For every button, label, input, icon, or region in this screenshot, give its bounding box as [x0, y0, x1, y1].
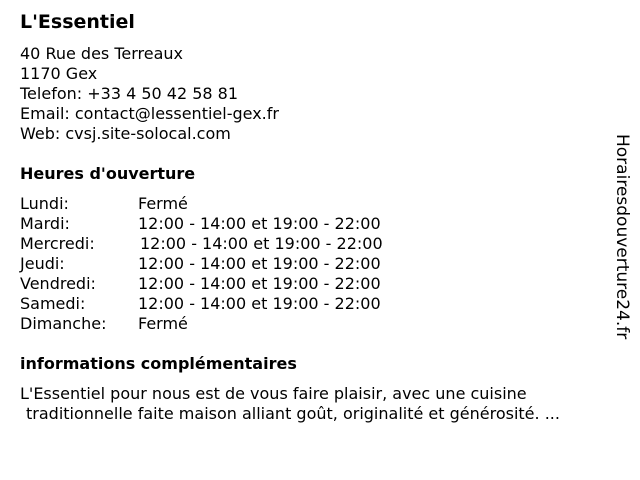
day-hours: 12:00 - 14:00 et 19:00 - 22:00 — [138, 294, 381, 313]
web-line[interactable]: Web: cvsj.site-solocal.com — [20, 124, 231, 143]
address-city: 1170 Gex — [20, 64, 98, 83]
day-label: Mardi: — [20, 214, 70, 233]
day-hours: 12:00 - 14:00 et 19:00 - 22:00 — [138, 274, 381, 293]
day-label: Vendredi: — [20, 274, 96, 293]
day-label: Dimanche: — [20, 314, 107, 333]
phone-line[interactable]: Telefon: +33 4 50 42 58 81 — [20, 84, 239, 103]
hours-row-saturday — [20, 294, 440, 314]
day-hours: 12:00 - 14:00 et 19:00 - 22:00 — [138, 254, 381, 273]
description-text — [20, 384, 620, 424]
opening-hours-table — [20, 194, 440, 334]
day-label: Lundi: — [20, 194, 69, 213]
address-street: 40 Rue des Terreaux — [20, 44, 184, 63]
day-hours: 12:00 - 14:00 et 19:00 - 22:00 — [138, 214, 381, 233]
day-label: Mercredi: — [20, 234, 95, 253]
day-label: Samedi: — [20, 294, 86, 313]
day-hours: Fermé — [138, 194, 188, 213]
additional-info-heading: informations complémentaires — [20, 354, 297, 373]
business-name: L'Essentiel — [20, 11, 135, 33]
hours-row-monday — [20, 194, 440, 214]
hours-row-sunday — [20, 314, 440, 334]
contact-block — [20, 44, 279, 144]
day-hours: 12:00 - 14:00 et 19:00 - 22:00 — [140, 234, 383, 253]
day-label: Jeudi: — [20, 254, 65, 273]
site-watermark-link[interactable] — [610, 134, 634, 344]
opening-hours-heading: Heures d'ouverture — [20, 164, 196, 183]
description-line: traditionnelle faite maison alliant goût, originalité et générosité. ... — [26, 404, 560, 423]
email-line[interactable]: Email: contact@lessentiel-gex.fr — [20, 104, 279, 123]
day-hours: Fermé — [138, 314, 188, 333]
description-line: L'Essentiel pour nous est de vous faire plaisir, avec une cuisine — [20, 384, 527, 403]
hours-row-thursday — [20, 254, 440, 274]
hours-row-tuesday — [20, 214, 440, 234]
site-watermark-text: Horairesdouverture24.fr — [612, 134, 632, 340]
hours-row-friday — [20, 274, 440, 294]
hours-row-wednesday — [20, 234, 440, 254]
